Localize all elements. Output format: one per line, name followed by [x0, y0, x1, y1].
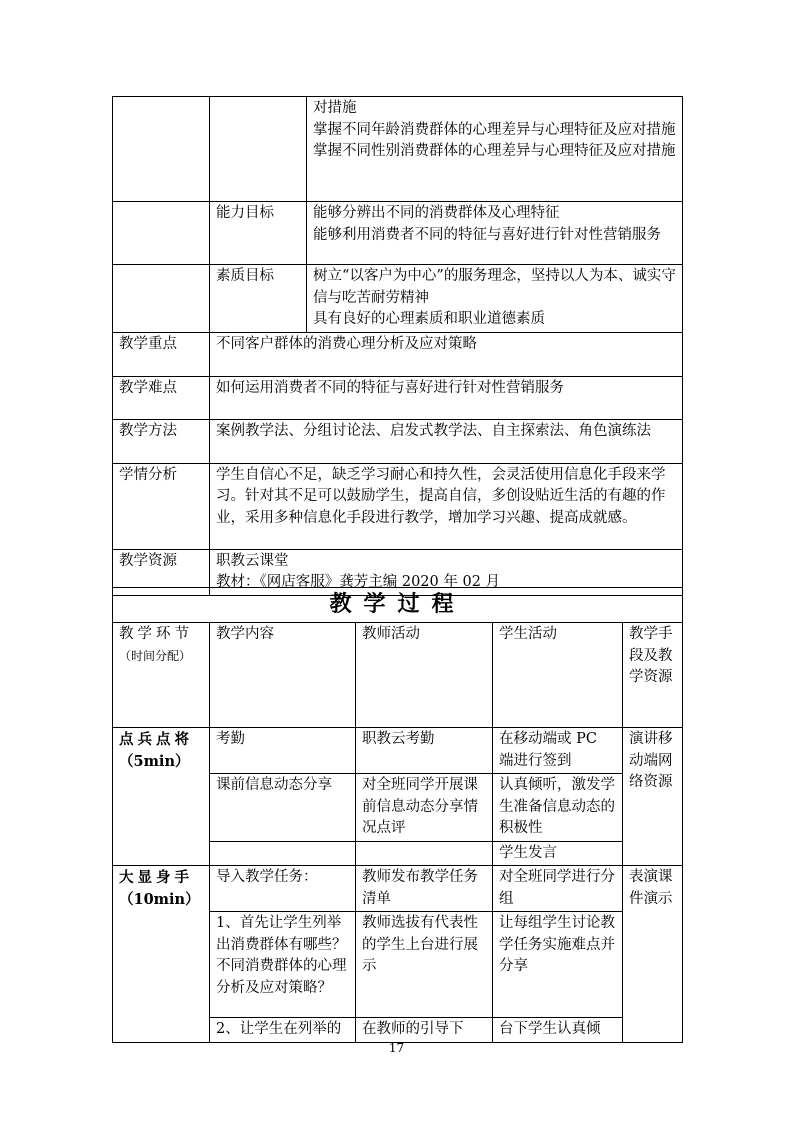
- table-cell-teacher: 职教云考勤: [356, 728, 493, 774]
- process-title: 教学过程: [113, 588, 683, 623]
- table-cell-content: 考勤: [210, 728, 356, 774]
- teaching-process-table: [112, 587, 683, 1043]
- difficulty-text: 如何运用消费者不同的特征与喜好进行针对性营销服务: [210, 376, 683, 419]
- key-points-label: 教学重点: [113, 332, 210, 376]
- table-cell-student: 台下学生认真倾: [493, 1018, 623, 1043]
- table-cell-student: 在移动端或 PC 端进行签到: [493, 728, 623, 774]
- header-stage-label: 教学环节: [119, 626, 193, 642]
- cell-empty: [210, 97, 307, 202]
- analysis-label: 学情分析: [113, 463, 210, 549]
- table-cell-student: 学生发言: [493, 841, 623, 866]
- stage2-means: 表演课件演示: [623, 866, 683, 1043]
- method-text: 案例教学法、分组讨论法、启发式教学法、自主探索法、角色演练法: [210, 419, 683, 463]
- stage1-means: 演讲移动端网络资源: [623, 728, 683, 866]
- quality-goal-label: 素质目标: [210, 265, 307, 333]
- cell-empty: [113, 97, 210, 202]
- header-stage: [113, 623, 210, 728]
- ability-goal-label: 能力目标: [210, 202, 307, 265]
- table-cell-content: 2、让学生在列举的: [210, 1018, 356, 1043]
- stage1-cell: [113, 728, 210, 866]
- table-cell-student: 对全班同学进行分组: [493, 866, 623, 912]
- quality-goal-text: 树立“以客户为中心”的服务理念，坚持以人为本、诚实守信与吃苦耐劳精神 具有良好的心理素质和职业道德素质: [307, 265, 683, 333]
- table-cell-content: [210, 841, 356, 866]
- stage2-name: 大显身手: [119, 869, 193, 886]
- table-cell-student: 让每组学生讨论教学任务实施难点并分享: [493, 912, 623, 1018]
- table-cell-teacher: 教师选拔有代表性的学生上台进行展示: [356, 912, 493, 1018]
- stage1-name: 点兵点将: [119, 731, 193, 748]
- header-teacher: 教师活动: [356, 623, 493, 728]
- stage1-time: （5min）: [119, 752, 190, 770]
- ability-goal-text: 能够分辨出不同的消费群体及心理特征 能够利用消费者不同的特征与喜好进行针对性营销服务: [307, 202, 683, 265]
- table-cell-teacher: [356, 841, 493, 866]
- key-points-text: 不同客户群体的消费心理分析及应对策略: [210, 332, 683, 376]
- cell-empty: [113, 265, 210, 333]
- header-student: 学生活动: [493, 623, 623, 728]
- method-label: 教学方法: [113, 419, 210, 463]
- table-cell-content: 课前信息动态分享: [210, 774, 356, 842]
- table-cell-teacher: 对全班同学开展课前信息动态分享情况点评: [356, 774, 493, 842]
- analysis-text: 学生自信心不足，缺乏学习耐心和持久性，会灵活使用信息化手段来学习。针对其不足可以鼓励学生，提高自信，多创设贴近生活的有趣的作业，采用多种信息化手段进行教学，增加学习兴趣、提高成就感。: [210, 463, 683, 549]
- table-cell-student: 认真倾听，激发学生准备信息动态的积极性: [493, 774, 623, 842]
- page-number: 17: [388, 1041, 405, 1055]
- table-cell-teacher: 教师发布教学任务清单: [356, 866, 493, 912]
- cell-empty: [113, 202, 210, 265]
- header-means: 教学手段及教学资源: [623, 623, 683, 728]
- header-stage-sub: （时间分配）: [119, 648, 192, 663]
- difficulty-label: 教学难点: [113, 376, 210, 419]
- header-content: 教学内容: [210, 623, 356, 728]
- knowledge-goal-text: 对措施 掌握不同年龄消费群体的心理差异与心理特征及应对措施 掌握不同性别消费群体的心理差异与心理特征及应对措施: [307, 97, 683, 202]
- stage2-cell: [113, 866, 210, 1043]
- resource-text: 职教云课堂 教材：《网店客服》龚芳主编 2020 年 02 月: [210, 549, 683, 595]
- table-cell-content: 1、首先让学生列举出消费群体有哪些？不同消费群体的心理分析及应对策略？: [210, 912, 356, 1018]
- resource-label: 教学资源: [113, 549, 210, 595]
- course-info-table: [112, 96, 683, 596]
- table-cell-content: 导入教学任务：: [210, 866, 356, 912]
- stage2-time: （10min）: [119, 890, 200, 908]
- table-cell-teacher: 在教师的引导下: [356, 1018, 493, 1043]
